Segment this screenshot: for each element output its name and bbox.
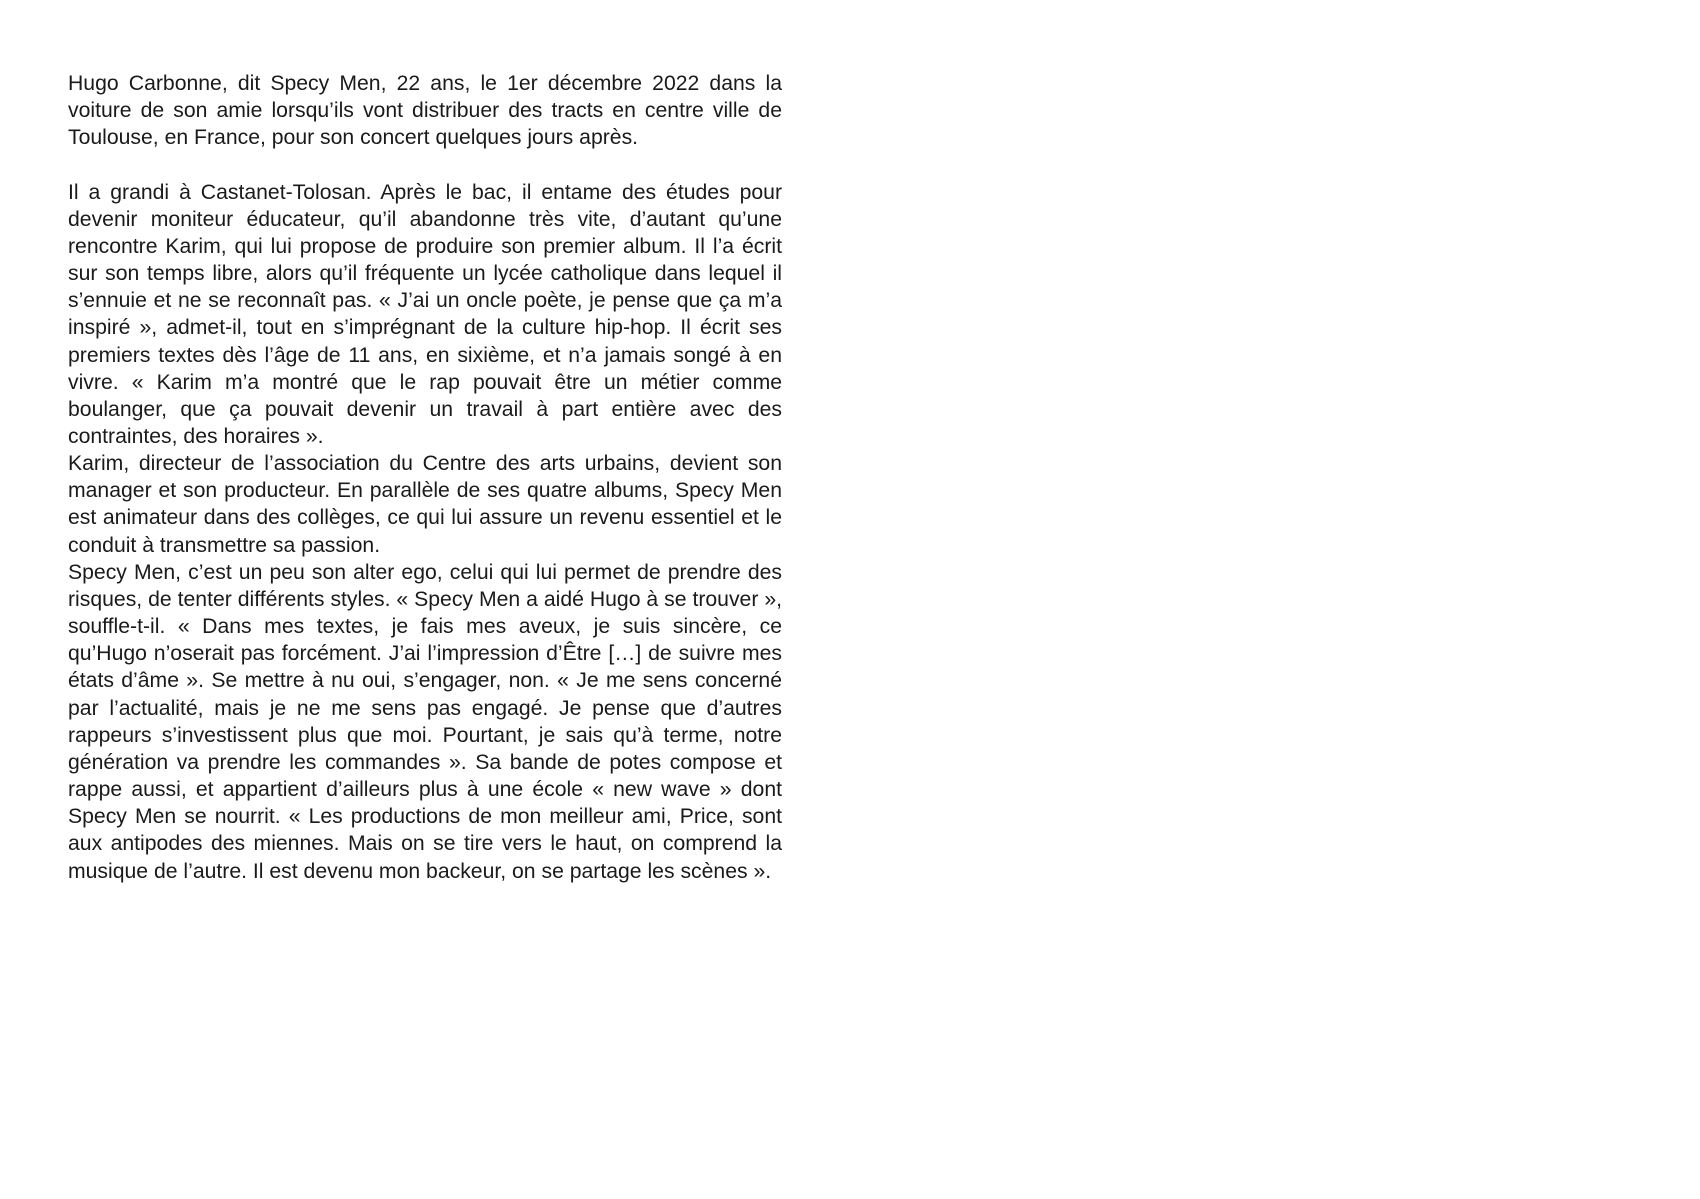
article-text-column (68, 70, 782, 885)
photo-caption: Hugo Carbonne, dit Specy Men, 22 ans, le 1er décembre 2022 dans la voiture de son amie lorsqu’ils vont distribuer des tracts en centre ville de Toulouse, en France, pour son concert quelques jours après. (68, 72, 782, 150)
paragraph-alter-ego: Specy Men, c’est un peu son alter ego, celui qui lui permet de prendre des risques, de tenter différents styles. « Specy Men a aidé Hugo à se trouver », souffle-t-il. « Dans mes textes, je fais mes aveux, je suis sincère, ce qu’Hugo n’oserait pas forcément. J’ai l’impression d’Être […] de suivre mes états d’âme ». Se mettre à nu oui, s’engager, non. « Je me sens concerné par l’actualité, mais je ne me sens pas engagé. Je pense que d’autres rappeurs s’investissent plus que moi. Pourtant, je sais qu’à terme, notre génération va prendre les commandes ». Sa bande de potes compose et rappe aussi, et appartient d’ailleurs plus à une école « new wave » dont Specy Men se nourrit. « Les productions de mon meilleur ami, Price, sont aux antipodes des miennes. Mais on se tire vers le haut, on comprend la musique de l’autre. Il est devenu mon backeur, on se partage les scènes ». (68, 560, 782, 883)
paragraph-background: Il a grandi à Castanet-Tolosan. Après le bac, il entame des études pour devenir moniteur éducateur, qu’il abandonne très vite, d’autant qu’une rencontre Karim, qui lui propose de produire son premier album. Il l’a écrit sur son temps libre, alors qu’il fréquente un lycée catholique dans lequel il s’ennuie et ne se reconnaît pas. « J’ai un oncle poète, je pense que ça m’a inspiré », admet-il, tout en s’imprégnant de la culture hip-hop. Il écrit ses premiers textes dès l’âge de 11 ans, en sixième, et n’a jamais songé à en vivre. « Karim m’a montré que le rap pouvait être un métier comme boulanger, que ça pouvait devenir un travail à part entière avec des contraintes, des horaires ». (68, 180, 782, 449)
paragraph-manager: Karim, directeur de l’association du Centre des arts urbains, devient son manager et son producteur. En parallèle de ses quatre albums, Specy Men est animateur dans des collèges, ce qui lui assure un revenu essentiel et le conduit à transmettre sa passion. (68, 452, 782, 557)
